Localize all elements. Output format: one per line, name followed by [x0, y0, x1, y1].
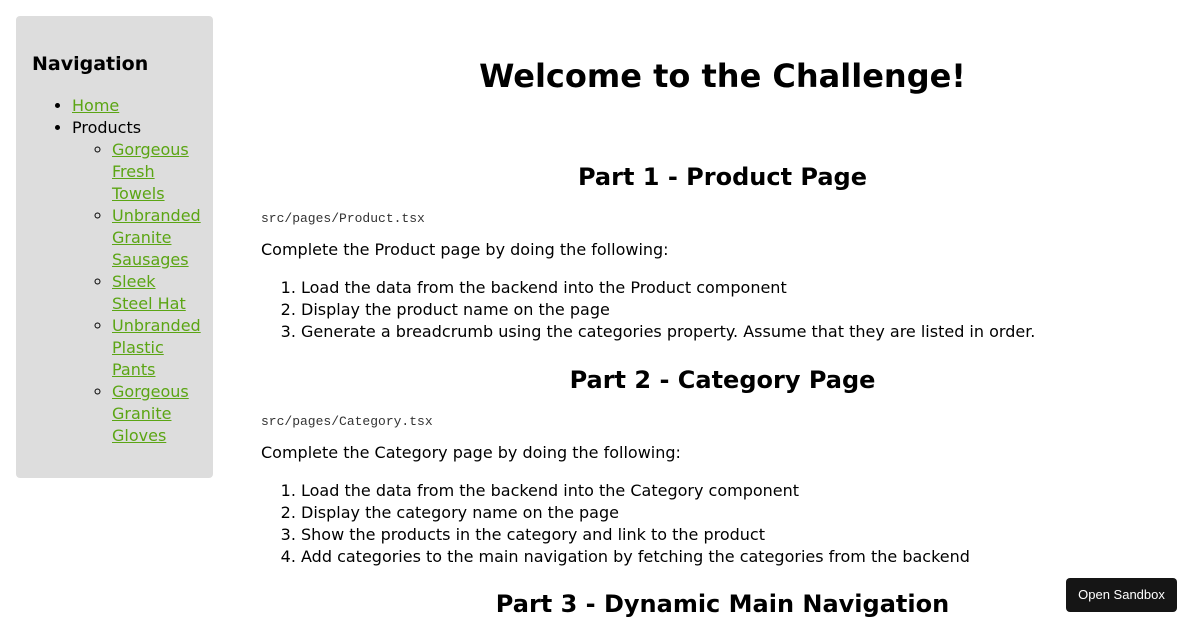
product-item: [112, 315, 200, 381]
part-2-file-path: src/pages/Category.tsx: [261, 414, 433, 429]
product-item: [112, 205, 200, 271]
step-item: 4. Add categories to the main navigation by fetching the categories from the backend: [301, 546, 970, 568]
part-2-heading: Part 2 - Category Page: [569, 366, 876, 394]
product-item: [112, 139, 200, 205]
nav-link-home[interactable]: Home: [72, 96, 120, 115]
product-item: [112, 271, 200, 315]
product-link[interactable]: Unbranded Granite Sausages: [112, 206, 201, 269]
product-link[interactable]: Unbranded Plastic Pants: [112, 316, 201, 379]
nav-item-home: [72, 95, 213, 117]
product-link[interactable]: Gorgeous Fresh Towels: [112, 140, 189, 203]
part-1-steps: [261, 277, 1035, 343]
step-item: 2. Display the product name on the page: [301, 299, 1035, 321]
step-item: 3. Show the products in the category and link to the product: [301, 524, 970, 546]
step-item: 3. Generate a breadcrumb using the categories property. Assume that they are listed in order.: [301, 321, 1035, 343]
nav-item-products: [72, 117, 213, 447]
product-item: [112, 381, 200, 447]
step-item: 2. Display the category name on the page: [301, 502, 970, 524]
step-item: 1. Load the data from the backend into the Category component: [301, 480, 970, 502]
part-1-file-path: src/pages/Product.tsx: [261, 211, 425, 226]
product-link[interactable]: Sleek Steel Hat: [112, 272, 186, 313]
page-title: Welcome to the Challenge!: [479, 57, 966, 95]
part-1-heading: Part 1 - Product Page: [577, 163, 867, 191]
nav-label-products: Products: [72, 118, 142, 137]
part-3-heading: Part 3 - Dynamic Main Navigation: [495, 590, 950, 618]
step-item: 1. Load the data from the backend into the Product component: [301, 277, 1035, 299]
part-1-intro: Complete the Product page by doing the following:: [261, 240, 669, 259]
part-2-steps: [261, 480, 970, 568]
open-sandbox-button[interactable]: Open Sandbox: [1066, 578, 1177, 612]
sidebar-title: Navigation: [32, 53, 149, 75]
part-2-intro: Complete the Category page by doing the following:: [261, 443, 681, 462]
product-link[interactable]: Gorgeous Granite Gloves: [112, 382, 189, 445]
nav-list: [32, 95, 213, 447]
products-sublist: [72, 139, 200, 447]
sidebar-navigation: [16, 16, 213, 478]
